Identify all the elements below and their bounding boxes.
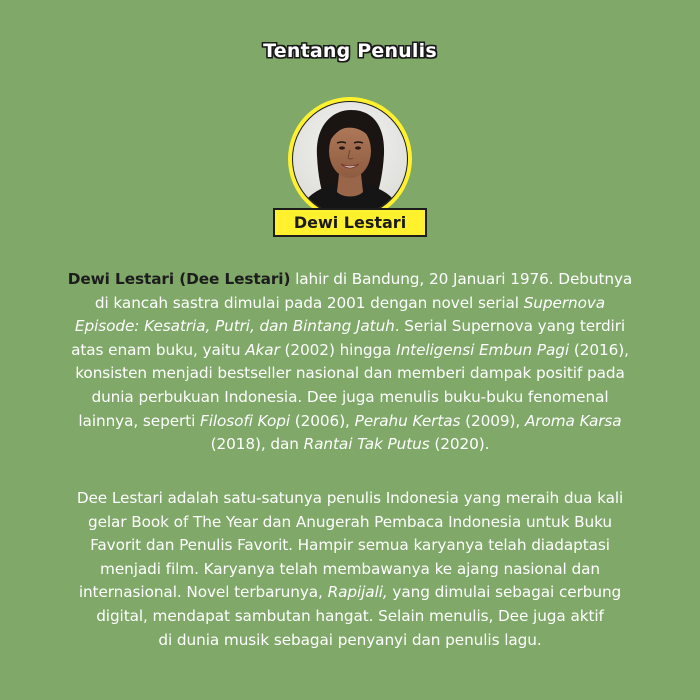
bio-line xyxy=(26,487,674,511)
book-title: Episode: Kesatria, Putri, dan Bintang Jatuh xyxy=(74,317,395,336)
bio-text: di kancah sastra dimulai pada 2001 dengan novel serial xyxy=(94,293,524,312)
bio-paragraph-2 xyxy=(26,487,674,652)
bio-line xyxy=(26,292,674,316)
book-title: Perahu Kertas xyxy=(354,411,461,430)
bio-text: atas enam buku, yaitu xyxy=(71,340,246,359)
author-portrait xyxy=(287,96,413,222)
bio-line xyxy=(26,605,674,629)
bio-line xyxy=(26,534,674,558)
bio-line xyxy=(26,268,674,292)
page-title: Tentang Penulis xyxy=(263,40,437,62)
bio-line xyxy=(26,558,674,582)
bio-text: (2016), xyxy=(569,340,629,359)
bio-line xyxy=(26,511,674,535)
bio-text: digital, mendapat sambutan hangat. Selain menulis, Dee juga aktif xyxy=(96,606,604,625)
bio-text: di dunia musik sebagai penyanyi dan penulis lagu. xyxy=(158,630,542,649)
bio-line xyxy=(26,581,674,605)
bio-line xyxy=(26,339,674,363)
bio-paragraph-1 xyxy=(26,268,674,457)
bio-text: konsisten menjadi bestseller nasional dan memberi dampak positif pada xyxy=(75,364,625,383)
bio-text: lainnya, seperti xyxy=(78,411,201,430)
book-title: Rantai Tak Putus xyxy=(303,435,430,454)
bio-text: dunia perbukuan Indonesia. Dee juga menulis buku-buku fenomenal xyxy=(91,387,609,406)
bio-text: internasional. Novel terbarunya, xyxy=(78,583,328,602)
bio-text: (2006), xyxy=(290,411,355,430)
bio-line xyxy=(26,315,674,339)
book-title: Akar xyxy=(245,340,280,359)
bio-text: . Serial Supernova yang terdiri xyxy=(394,317,626,336)
bio-line xyxy=(26,362,674,386)
bio-text: gelar Book of The Year dan Anugerah Pembaca Indonesia untuk Buku xyxy=(87,512,613,531)
bio-line xyxy=(26,410,674,434)
bio-text: yang dimulai sebagai cerbung xyxy=(387,583,622,602)
bio-line xyxy=(26,629,674,653)
book-title: Inteligensi Embun Pagi xyxy=(396,340,570,359)
book-title: Aroma Karsa xyxy=(524,411,622,430)
bio-text: lahir di Bandung, 20 Januari 1976. Debutnya xyxy=(290,270,633,288)
bio-text: (2009), xyxy=(460,411,525,430)
bio-bold-text: Dewi Lestari (Dee Lestari) xyxy=(67,270,291,288)
bio-text: (2020). xyxy=(429,435,490,454)
bio-text: Favorit dan Penulis Favorit. Hampir semua karyanya telah diadaptasi xyxy=(90,536,610,555)
bio-line xyxy=(26,433,674,457)
book-title: Supernova xyxy=(523,293,606,312)
bio-text: menjadi film. Karyanya telah membawanya ke ajang nasional dan xyxy=(100,559,600,578)
bio-text: Dee Lestari adalah satu-satunya penulis Indonesia yang meraih dua kali xyxy=(76,489,624,507)
bio-text: (2002) hingga xyxy=(279,340,397,359)
author-name-label: Dewi Lestari xyxy=(273,208,427,237)
book-title: Rapijali, xyxy=(327,583,388,602)
bio-line xyxy=(26,386,674,410)
bio-text: (2018), dan xyxy=(210,435,304,454)
book-title: Filosofi Kopi xyxy=(200,411,291,430)
